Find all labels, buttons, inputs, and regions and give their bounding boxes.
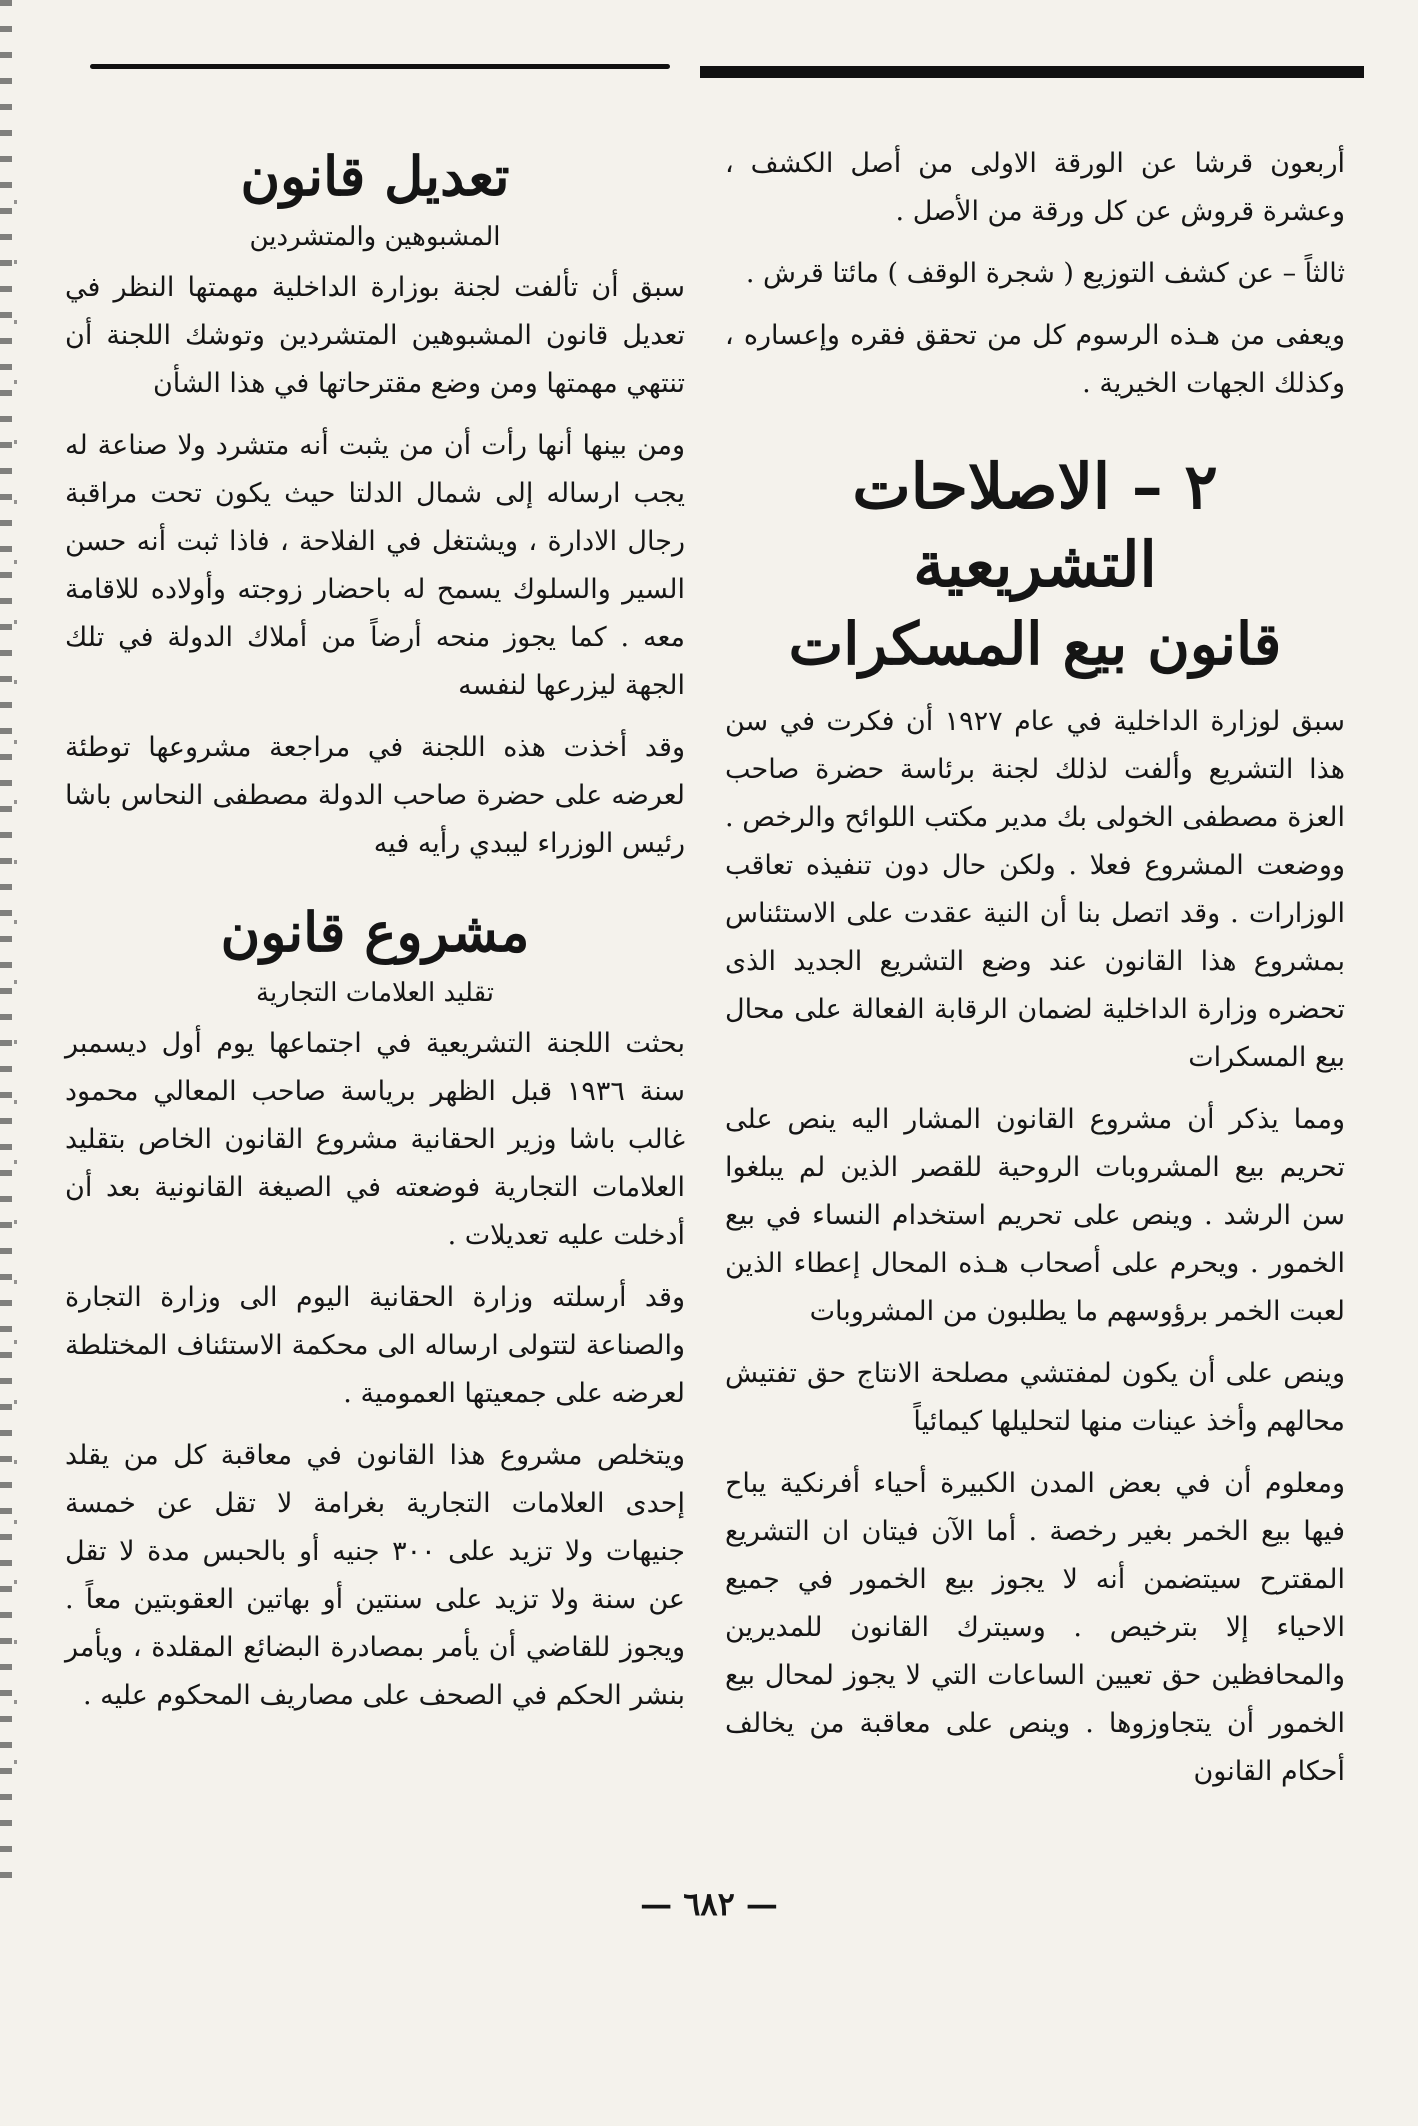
top-rule-right xyxy=(700,66,1364,78)
law2-subtitle: تقليد العلامات التجارية xyxy=(256,978,494,1008)
law-title: قانون بيع المسكرات xyxy=(788,610,1282,678)
law-paragraph: ومما يذكر أن مشروع القانون المشار اليه ينص على تحريم بيع المشروبات الروحية للقصر الذين لم يبلغوا سن الرشد . وينص على تحريم استخدام النساء في بيع الخمور . ويحرم على أصحاب هـذه المحال إعطاء الذين لعبت الخمر برؤوسهم ما يطلبون من المشروبات xyxy=(725,1104,1345,1327)
law2-paragraph: وقد أرسلته وزارة الحقانية اليوم الى وزارة التجارة والصناعة لتتولى ارساله الى محكمة الاستئناف المختلطة لعرضه على جمعيتها العمومية . xyxy=(65,1282,685,1409)
law1-paragraph: وقد أخذت هذه اللجنة في مراجعة مشروعها توطئة لعرضه على حضرة صاحب الدولة مصطفى النحاس باشا رئيس الوزراء ليبدي رأيه فيه xyxy=(65,732,685,859)
law1-paragraph: ومن بينها أنها رأت أن من يثبت أنه متشرد ولا صناعة له يجب ارساله إلى شمال الدلتا حيث يكون تحت مراقبة رجال الادارة ، ويشتغل في الفلاحة ، فاذا ثبت أنه حسن السير والسلوك يسمح له باحضار زوجته وأولاده للاقامة معه . كما يجوز منحه أرضاً من أملاك الدولة في تلك الجهة ليزرعها لنفسه xyxy=(65,430,685,701)
intro-paragraph: ويعفى من هـذه الرسوم كل من تحقق فقره وإعساره ، وكذلك الجهات الخيرية . xyxy=(725,320,1345,399)
scan-edge-marks xyxy=(14,200,17,1800)
law-paragraph: ومعلوم أن في بعض المدن الكبيرة أحياء أفرنكية يباح فيها بيع الخمر بغير رخصة . أما الآن فيتان ان التشريع المقترح سيتضمن أنه لا يجوز بيع الخمور في جميع الاحياء إلا بترخيص . وسيترك القانون للمديرين والمحافظين حق تعيين الساعات التي لا يجوز لمحال بيع الخمور أن يتجاوزوها . وينص على معاقبة من يخالف أحكام القانون xyxy=(725,1468,1345,1787)
intro-paragraph: ثالثاً – عن كشف التوزيع ( شجرة الوقف ) مائتا قرش . xyxy=(745,258,1345,289)
section-title: ٢ – الاصلاحات التشريعية xyxy=(852,450,1218,601)
law1-paragraph: سبق أن تألفت لجنة بوزارة الداخلية مهمتها النظر في تعديل قانون المشبوهين المتشردين وتوشك اللجنة أن تنتهي مهمتها ومن وضع مقترحاتها في هذا الشأن xyxy=(65,272,685,399)
scan-edge-shadow xyxy=(0,0,12,1880)
left-column xyxy=(65,140,685,1726)
law2-title: مشروع قانون xyxy=(220,900,530,964)
law-paragraph: سبق لوزارة الداخلية في عام ١٩٢٧ أن فكرت في سن هذا التشريع وألفت لذلك لجنة برئاسة حضرة صاحب العزة مصطفى الخولى بك مدير مكتب اللوائح والرخص . ووضعت المشروع فعلا . ولكن حال دون تنفيذه تعاقب الوزارات . وقد اتصل بنا أن النية عقدت على الاستئناس بمشروع هذا القانون عند وضع التشريع الجديد الذى تحضره وزارة الداخلية لضمان الرقابة الفعالة على محال بيع المسكرات xyxy=(725,706,1346,1073)
page-number: — ٦٨٢ — xyxy=(640,1885,778,1923)
right-column xyxy=(725,140,1345,1802)
top-rule-left xyxy=(90,64,670,69)
law1-title: تعديل قانون xyxy=(240,144,510,208)
law1-subtitle: المشبوهين والمتشردين xyxy=(249,222,501,252)
law2-paragraph: بحثت اللجنة التشريعية في اجتماعها يوم أول ديسمبر سنة ١٩٣٦ قبل الظهر برياسة صاحب المعالي محمود غالب باشا وزير الحقانية مشروع القانون الخاص بتقليد العلامات التجارية فوضعته في الصيغة القانونية بعد أن أدخلت عليه تعديلات . xyxy=(65,1028,685,1251)
intro-paragraph: أربعون قرشا عن الورقة الاولى من أصل الكشف ، وعشرة قروش عن كل ورقة من الأصل . xyxy=(725,148,1345,227)
law-paragraph: وينص على أن يكون لمفتشي مصلحة الانتاج حق تفتيش محالهم وأخذ عينات منها لتحليلها كيمائياً xyxy=(725,1358,1345,1437)
law2-paragraph: ويتخلص مشروع هذا القانون في معاقبة كل من يقلد إحدى العلامات التجارية بغرامة لا تقل عن خمسة جنيهات ولا تزيد على ٣٠٠ جنيه أو بالحبس مدة لا تقل عن سنة ولا تزيد على سنتين أو بهاتين العقوبتين معاً . ويجوز للقاضي أن يأمر بمصادرة البضائع المقلدة ، ويأمر بنشر الحكم في الصحف على مصاريف المحكوم عليه . xyxy=(65,1440,685,1711)
